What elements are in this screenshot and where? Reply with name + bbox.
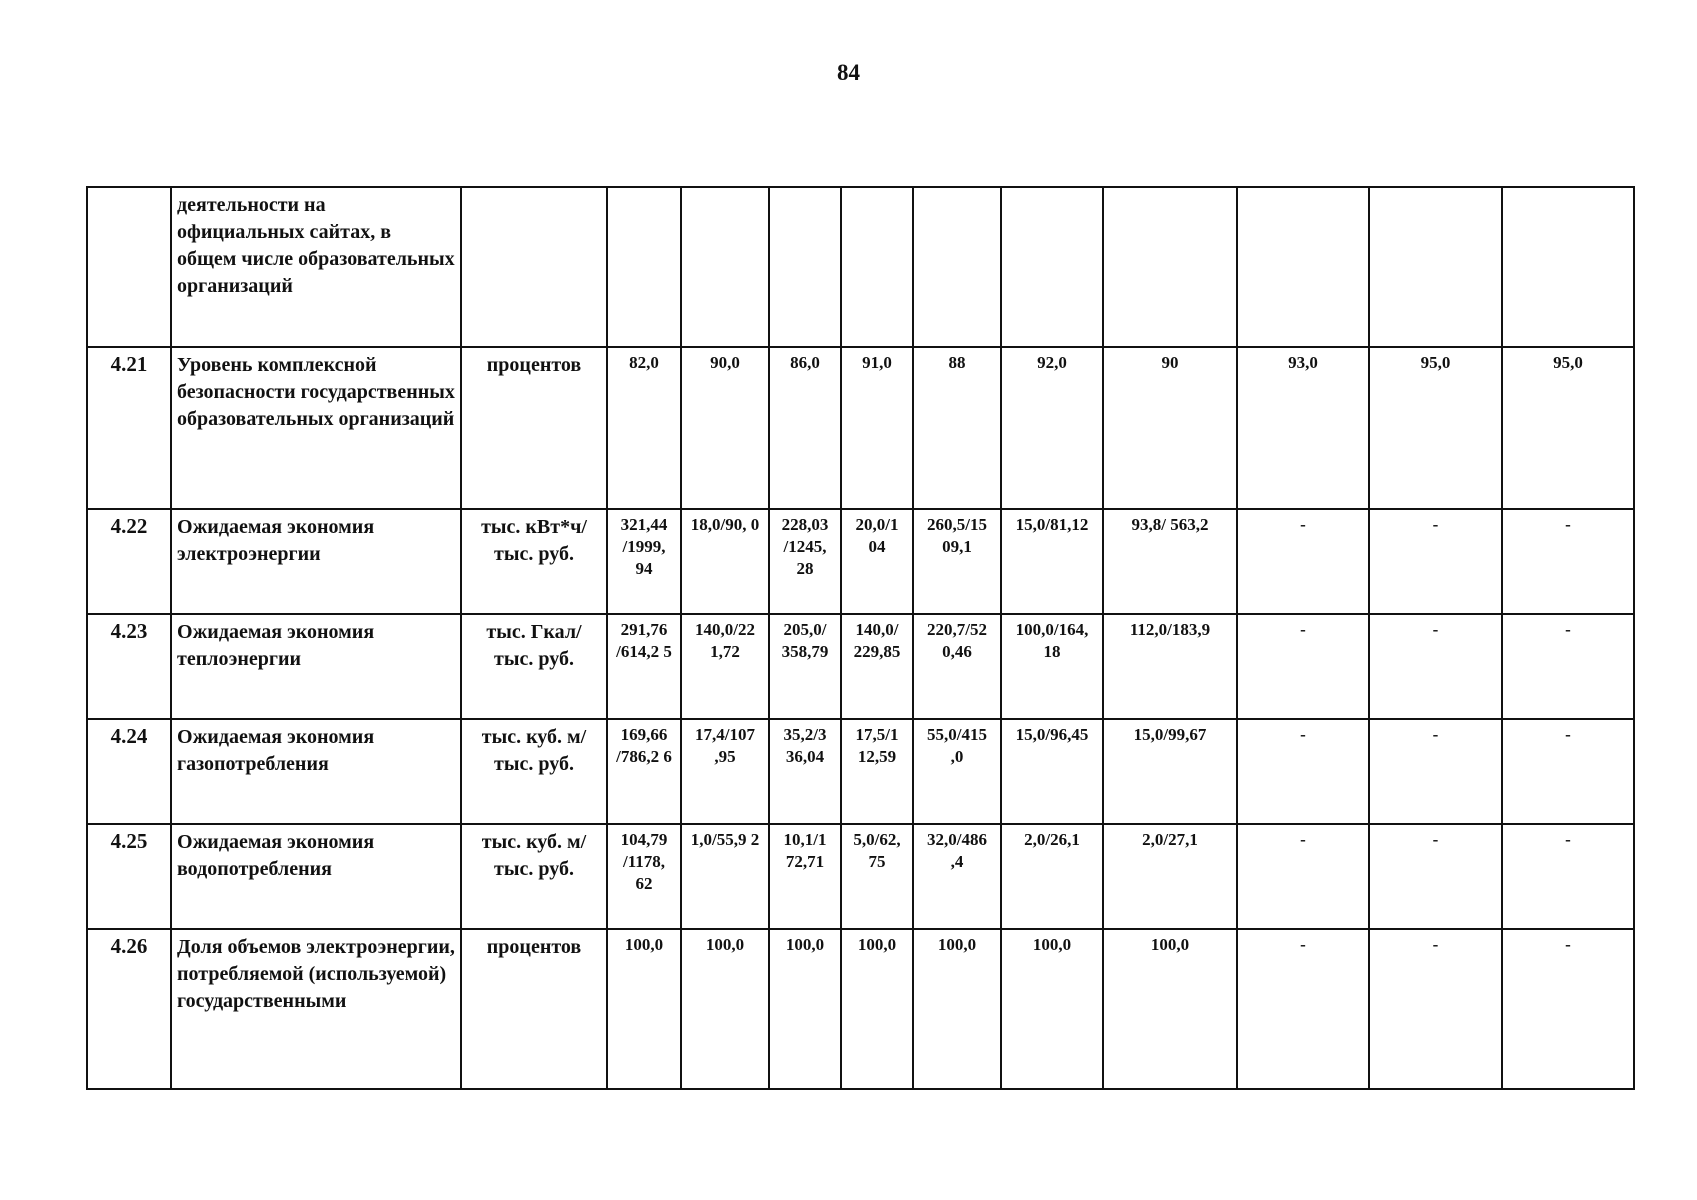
indicators-table xyxy=(86,186,1635,1090)
value-cell xyxy=(913,187,1001,347)
indicator-name-cell: Доля объемов электроэнергии, потребляемой (используемой) государственными xyxy=(171,929,461,1089)
value-cell: - xyxy=(1237,614,1369,719)
value-cell: 205,0/ 358,79 xyxy=(769,614,841,719)
value-cell: - xyxy=(1369,509,1502,614)
value-cell: - xyxy=(1502,509,1634,614)
table-row xyxy=(87,347,1634,509)
unit-cell xyxy=(461,187,607,347)
value-cell: 321,44 /1999, 94 xyxy=(607,509,681,614)
value-cell: 18,0/90, 0 xyxy=(681,509,769,614)
value-cell xyxy=(769,187,841,347)
value-cell: 104,79 /1178, 62 xyxy=(607,824,681,929)
value-cell: 100,0 xyxy=(769,929,841,1089)
value-cell: 2,0/26,1 xyxy=(1001,824,1103,929)
value-cell: 90,0 xyxy=(681,347,769,509)
value-cell: 5,0/62, 75 xyxy=(841,824,913,929)
value-cell: - xyxy=(1237,719,1369,824)
value-cell: 15,0/81,12 xyxy=(1001,509,1103,614)
value-cell: 15,0/96,45 xyxy=(1001,719,1103,824)
value-cell: 228,03 /1245, 28 xyxy=(769,509,841,614)
value-cell: 140,0/ 229,85 xyxy=(841,614,913,719)
row-number-cell: 4.21 xyxy=(87,347,171,509)
value-cell: 100,0 xyxy=(681,929,769,1089)
row-number-cell: 4.24 xyxy=(87,719,171,824)
value-cell: 169,66 /786,2 6 xyxy=(607,719,681,824)
value-cell: 86,0 xyxy=(769,347,841,509)
value-cell: 17,4/107 ,95 xyxy=(681,719,769,824)
indicator-name-cell: Ожидаемая экономия электроэнергии xyxy=(171,509,461,614)
value-cell: 93,8/ 563,2 xyxy=(1103,509,1237,614)
value-cell: 112,0/183,9 xyxy=(1103,614,1237,719)
value-cell: - xyxy=(1502,614,1634,719)
table-row xyxy=(87,824,1634,929)
value-cell: 220,7/52 0,46 xyxy=(913,614,1001,719)
value-cell: - xyxy=(1502,719,1634,824)
row-number-cell: 4.23 xyxy=(87,614,171,719)
value-cell: 91,0 xyxy=(841,347,913,509)
value-cell xyxy=(681,187,769,347)
value-cell: 90 xyxy=(1103,347,1237,509)
value-cell: 88 xyxy=(913,347,1001,509)
unit-cell: тыс. куб. м/тыс. руб. xyxy=(461,719,607,824)
value-cell: - xyxy=(1369,929,1502,1089)
unit-cell: процентов xyxy=(461,929,607,1089)
value-cell: 291,76 /614,2 5 xyxy=(607,614,681,719)
value-cell xyxy=(1502,187,1634,347)
row-number-cell: 4.25 xyxy=(87,824,171,929)
value-cell xyxy=(1369,187,1502,347)
unit-cell: тыс. кВт*ч/тыс. руб. xyxy=(461,509,607,614)
indicator-name-cell: Уровень комплексной безопасности государственных образовательных организаций xyxy=(171,347,461,509)
value-cell xyxy=(1237,187,1369,347)
value-cell: 260,5/15 09,1 xyxy=(913,509,1001,614)
value-cell: 2,0/27,1 xyxy=(1103,824,1237,929)
unit-cell: тыс. куб. м/тыс. руб. xyxy=(461,824,607,929)
value-cell: 100,0/164, 18 xyxy=(1001,614,1103,719)
table-row xyxy=(87,614,1634,719)
value-cell xyxy=(1001,187,1103,347)
value-cell: 20,0/1 04 xyxy=(841,509,913,614)
value-cell: 95,0 xyxy=(1502,347,1634,509)
value-cell xyxy=(607,187,681,347)
value-cell: - xyxy=(1237,824,1369,929)
indicator-name-cell: Ожидаемая экономия газопотребления xyxy=(171,719,461,824)
value-cell xyxy=(1103,187,1237,347)
page-number: 84 xyxy=(837,60,860,85)
value-cell: 1,0/55,9 2 xyxy=(681,824,769,929)
value-cell: - xyxy=(1502,929,1634,1089)
indicator-name-cell: деятельности на официальных сайтах, в общем числе образовательных организаций xyxy=(171,187,461,347)
value-cell: 100,0 xyxy=(841,929,913,1089)
value-cell xyxy=(841,187,913,347)
indicator-name-cell: Ожидаемая экономия теплоэнергии xyxy=(171,614,461,719)
value-cell: 100,0 xyxy=(1001,929,1103,1089)
row-number-cell: 4.26 xyxy=(87,929,171,1089)
value-cell: 32,0/486 ,4 xyxy=(913,824,1001,929)
value-cell: 100,0 xyxy=(913,929,1001,1089)
value-cell: 95,0 xyxy=(1369,347,1502,509)
value-cell: 15,0/99,67 xyxy=(1103,719,1237,824)
value-cell: 10,1/1 72,71 xyxy=(769,824,841,929)
value-cell: 55,0/415 ,0 xyxy=(913,719,1001,824)
value-cell: - xyxy=(1502,824,1634,929)
indicator-name-cell: Ожидаемая экономия водопотребления xyxy=(171,824,461,929)
value-cell: 100,0 xyxy=(607,929,681,1089)
value-cell: 82,0 xyxy=(607,347,681,509)
value-cell: - xyxy=(1369,719,1502,824)
row-number-cell xyxy=(87,187,171,347)
value-cell: - xyxy=(1369,614,1502,719)
table-row xyxy=(87,719,1634,824)
value-cell: 140,0/22 1,72 xyxy=(681,614,769,719)
unit-cell: тыс. Гкал/тыс. руб. xyxy=(461,614,607,719)
value-cell: 93,0 xyxy=(1237,347,1369,509)
value-cell: - xyxy=(1237,929,1369,1089)
table-row xyxy=(87,187,1634,347)
value-cell: 35,2/3 36,04 xyxy=(769,719,841,824)
table-row xyxy=(87,509,1634,614)
value-cell: 92,0 xyxy=(1001,347,1103,509)
unit-cell: процентов xyxy=(461,347,607,509)
value-cell: - xyxy=(1369,824,1502,929)
value-cell: - xyxy=(1237,509,1369,614)
table-row xyxy=(87,929,1634,1089)
row-number-cell: 4.22 xyxy=(87,509,171,614)
value-cell: 17,5/1 12,59 xyxy=(841,719,913,824)
value-cell: 100,0 xyxy=(1103,929,1237,1089)
